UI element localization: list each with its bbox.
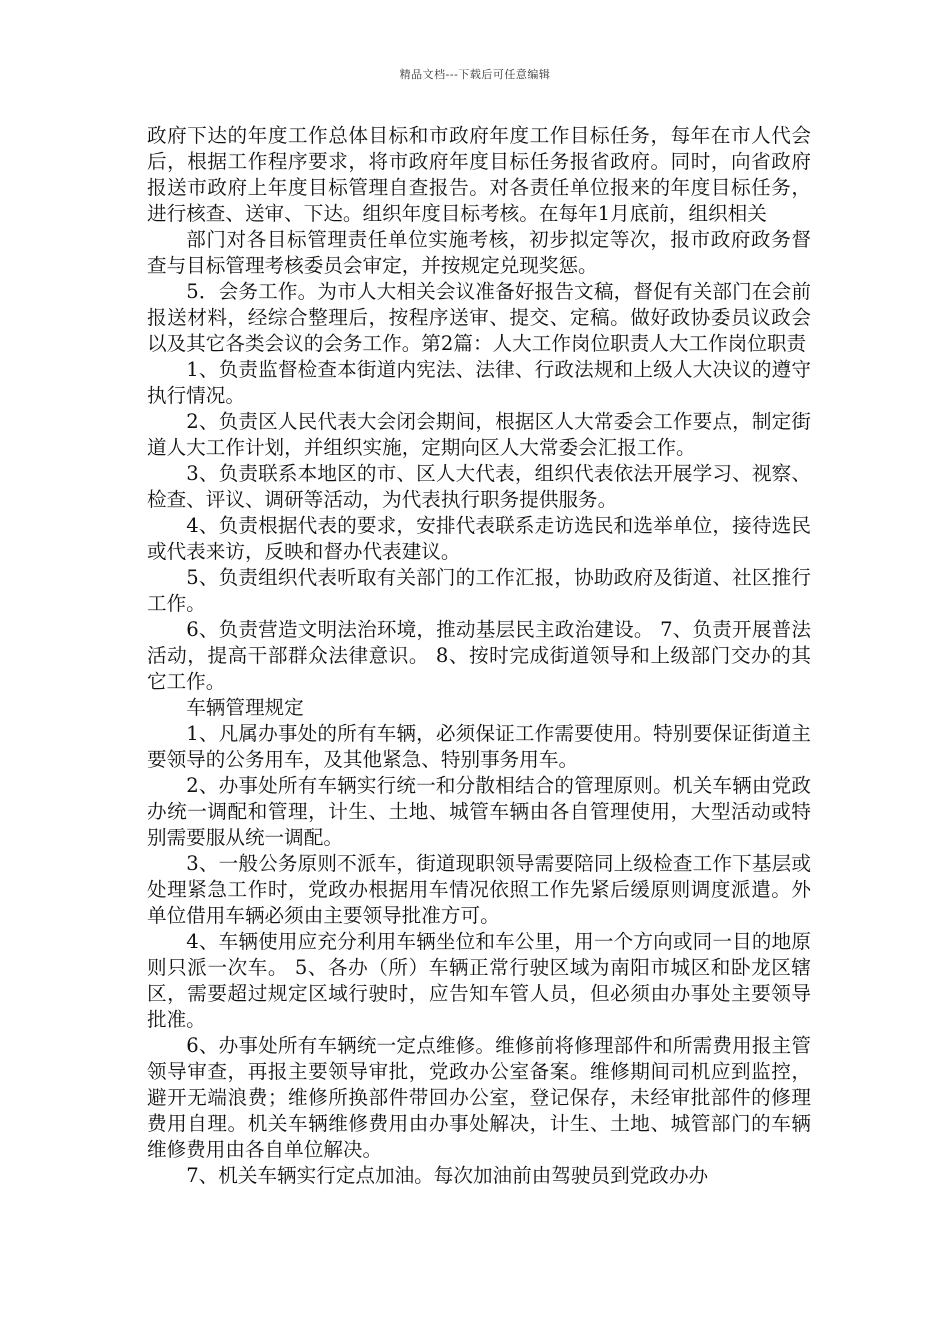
paragraph: 3、负责联系本地区的市、区人大代表，组织代表依法开展学习、视察、检查、评议、调研等活动，为代表执行职务提供服务。 <box>147 462 811 511</box>
paragraph: 4、车辆使用应充分利用车辆坐位和车公里，用一个方向或同一目的地原则只派一次车。 5、各办（所）车辆正常行驶区域为南阳市城区和卧龙区辖区，需要超过规定区域行驶时，应告知车管人员，但必须由办事处主要领导批准。 <box>147 930 811 1031</box>
paragraph: 4、负责根据代表的要求，安排代表联系走访选民和选举单位，接待选民或代表来访，反映和督办代表建议。 <box>147 514 811 563</box>
page-header: 精品文档---下载后可任意编辑 <box>399 68 551 81</box>
paragraph: 5．会务工作。为市人大相关会议准备好报告文稿，督促有关部门在会前报送材料，经综合整理后，按程序送审、提交、定稿。做好政协委员议政会以及其它各类会议的会务工作。第2篇：人大工作岗位职责人大工作岗位职责 <box>147 280 811 355</box>
paragraph: 5、负责组织代表听取有关部门的工作汇报，协助政府及街道、社区推行工作。 <box>147 566 811 615</box>
section-heading: 车辆管理规定 <box>186 696 304 719</box>
paragraph: 1、负责监督检查本街道内宪法、法律、行政法规和上级人大决议的遵守执行情况。 <box>147 358 811 407</box>
paragraph: 1、凡属办事处的所有车辆，必须保证工作需要使用。特别要保证街道主要领导的公务用车，及其他紧急、特别事务用车。 <box>147 722 811 771</box>
paragraph: 7、机关车辆实行定点加油。每次加油前由驾驶员到党政办办 <box>186 1164 709 1187</box>
paragraph: 6、负责营造文明法治环境，推动基层民主政治建设。 7、负责开展普法活动，提高干部群众法律意识。 8、按时完成街道领导和上级部门交办的其它工作。 <box>147 618 811 693</box>
paragraph: 部门对各目标管理责任单位实施考核，初步拟定等次，报市政府政务督查与目标管理考核委员会审定，并按规定兑现奖惩。 <box>147 228 811 277</box>
paragraph: 政府下达的年度工作总体目标和市政府年度工作目标任务，每年在市人代会后，根据工作程序要求，将市政府年度目标任务报省政府。同时，向省政府报送市政府上年度目标管理自查报告。对各责任单位报来的年度目标任务，进行核查、送审、下达。组织年度目标考核。在每年1月底前，组织相关 <box>147 124 811 225</box>
paragraph: 3、一般公务原则不派车，街道现职领导需要陪同上级检查工作下基层或处理紧急工作时，党政办根据用车情况依照工作先紧后缓原则调度派遣。外单位借用车辆必须由主要领导批准方可。 <box>147 852 811 927</box>
document-body <box>147 123 811 1189</box>
paragraph: 2、办事处所有车辆实行统一和分散相结合的管理原则。机关车辆由党政办统一调配和管理，计生、土地、城管车辆由各自管理使用，大型活动或特别需要服从统一调配。 <box>147 774 811 849</box>
paragraph: 2、负责区人民代表大会闭会期间，根据区人大常委会工作要点，制定街道人大工作计划，并组织实施，定期向区人大常委会汇报工作。 <box>147 410 811 459</box>
paragraph: 6、办事处所有车辆统一定点维修。维修前将修理部件和所需费用报主管领导审查，再报主要领导审批，党政办公室备案。维修期间司机应到监控，避开无端浪费；维修所换部件带回办公室，登记保存，未经审批部件的修理费用自理。机关车辆维修费用由办事处解决，计生、土地、城管部门的车辆维修费用由各自单位解决。 <box>147 1034 811 1161</box>
